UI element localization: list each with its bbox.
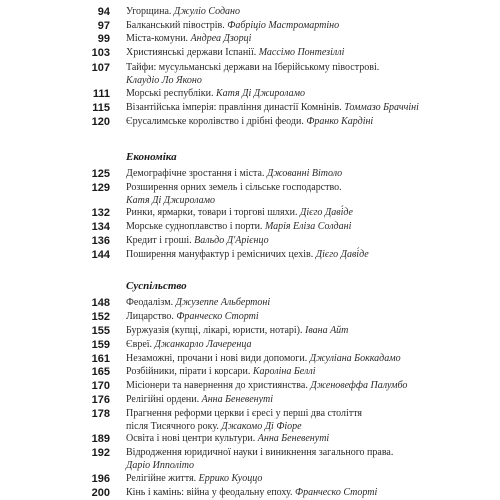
toc-author: Марія Еліза Солдані xyxy=(264,221,352,232)
toc-author: Фабріціо Мастромартіно xyxy=(227,20,340,31)
section-heading: Економіка xyxy=(126,151,177,163)
toc-page-number: 155 xyxy=(91,325,110,337)
toc-author: Анна Беневенуті xyxy=(257,433,330,444)
toc-page-number: 99 xyxy=(97,33,110,45)
toc-author: Джанкарло Лачеренца xyxy=(154,339,252,350)
toc-entry[interactable] xyxy=(0,249,500,261)
toc-entry[interactable] xyxy=(0,380,500,392)
toc-author: Вальдо Д'Арієнцо xyxy=(194,235,269,246)
toc-page-number: 134 xyxy=(91,221,110,233)
toc-entry[interactable] xyxy=(0,207,500,219)
toc-title: Тайфи: мусульманські держави на Іберійському півострові. xyxy=(126,62,380,73)
toc-entry[interactable] xyxy=(0,311,500,323)
toc-entry[interactable] xyxy=(0,88,500,100)
toc-entry[interactable] xyxy=(0,33,500,45)
toc-entry[interactable] xyxy=(0,168,500,180)
toc-title: Єрусалимське королівство і дрібні феоди. xyxy=(126,116,307,127)
toc-author: Андреа Дзорці xyxy=(190,33,252,44)
toc-entry-text xyxy=(126,168,342,180)
toc-title: Угорщина. xyxy=(126,6,174,17)
toc-entry-text xyxy=(126,249,369,261)
toc-title: Поширення мануфактур і ремісничих цехів. xyxy=(126,249,316,260)
toc-author: Кароліна Беллі xyxy=(252,366,316,377)
toc-entry-text xyxy=(126,207,353,219)
toc-title: Міста-комуни. xyxy=(126,33,191,44)
toc-page-number: 125 xyxy=(91,168,110,180)
toc-entry-text xyxy=(126,447,393,459)
toc-entry-text xyxy=(126,366,315,378)
toc-title: Освіта і нові центри культури. xyxy=(126,433,258,444)
toc-title: Релігійне життя. xyxy=(126,473,199,484)
toc-title: Релігійні ордени. xyxy=(126,394,202,405)
toc-title: Відродження юридичної науки і виникнення загального права. xyxy=(126,447,394,458)
toc-author: Томмазо Браччіні xyxy=(344,102,419,113)
toc-page-number: 148 xyxy=(91,297,110,309)
toc-page-number: 200 xyxy=(91,487,110,499)
toc-page-number: 170 xyxy=(91,380,110,392)
toc-entry-text xyxy=(126,116,373,128)
toc-entry-text xyxy=(126,47,344,59)
toc-author: Массімо Понтезіллі xyxy=(258,47,345,58)
toc-entry[interactable] xyxy=(0,433,500,445)
toc-title: Морське судноплавство і порти. xyxy=(126,221,265,232)
toc-author: Еррико Куоццо xyxy=(198,473,263,484)
toc-entry[interactable] xyxy=(0,6,500,18)
toc-title: Феодалізм. xyxy=(126,297,176,308)
toc-entry-text xyxy=(126,297,270,309)
toc-title: Кредит і гроші. xyxy=(126,235,195,246)
toc-entry[interactable] xyxy=(0,487,500,499)
toc-page-number: 144 xyxy=(91,249,110,261)
toc-entry-text xyxy=(126,421,302,433)
toc-title: Християнські держави Іспанії. xyxy=(126,47,259,58)
toc-page-number: 196 xyxy=(91,473,110,485)
toc-entry-text xyxy=(126,408,362,420)
toc-page-number: 120 xyxy=(91,116,110,128)
toc-entry[interactable] xyxy=(0,325,500,337)
toc-title: Євреї. xyxy=(126,339,155,350)
toc-page-number: 129 xyxy=(91,182,110,194)
toc-title: після Тисячного року. xyxy=(126,421,222,432)
toc-page-number: 152 xyxy=(91,311,110,323)
toc-page-number: 132 xyxy=(91,207,110,219)
toc-entry-text xyxy=(126,102,419,114)
toc-entry[interactable] xyxy=(0,20,500,32)
toc-entry-text xyxy=(126,221,351,233)
toc-author: Франческо Сторті xyxy=(295,487,378,498)
toc-page-number: 165 xyxy=(91,366,110,378)
toc-author: Джованні Вітоло xyxy=(266,168,343,179)
toc-entry[interactable] xyxy=(0,221,500,233)
toc-entry[interactable] xyxy=(0,408,500,432)
toc-entry[interactable] xyxy=(0,47,500,59)
toc-author: Джуліана Боккадамо xyxy=(309,353,401,364)
toc-page-number: 107 xyxy=(91,62,110,74)
toc-title: Ринки, ярмарки, товари і торгові шляхи. xyxy=(126,207,300,218)
toc-author: Даріо Ипполіто xyxy=(126,460,194,471)
toc-title: Прагнення реформи церкви і єресі у перші два століття xyxy=(126,408,363,419)
toc-author: Джуліо Содано xyxy=(173,6,241,17)
toc-entry[interactable] xyxy=(0,235,500,247)
toc-author: Клаудіо Ло Яконо xyxy=(126,75,202,86)
toc-author: Анна Беневенуті xyxy=(201,394,274,405)
toc-page-number: 176 xyxy=(91,394,110,406)
toc-entry-text xyxy=(126,473,262,485)
toc-author: Дженовеффа Палумбо xyxy=(310,380,408,391)
toc-title: Лицарство. xyxy=(126,311,177,322)
toc-page-number: 115 xyxy=(92,102,110,114)
toc-page-number: 111 xyxy=(92,88,110,100)
toc-entry[interactable] xyxy=(0,473,500,485)
toc-entry-text xyxy=(126,195,215,207)
toc-entry-text xyxy=(126,182,342,194)
toc-entry-text xyxy=(126,75,202,87)
toc-title: Незаможні, прочани і нові види допомоги. xyxy=(126,353,310,364)
toc-entry-text xyxy=(126,311,259,323)
toc-title: Місіонери та навернення до християнства. xyxy=(126,380,311,391)
toc-page-number: 192 xyxy=(91,447,110,459)
toc-entry-text xyxy=(126,380,407,392)
toc-title: Кінь і камінь: війна у феодальну епоху. xyxy=(126,487,296,498)
toc-author: Джузеппе Альбертоні xyxy=(175,297,271,308)
toc-title: Балканський півострів. xyxy=(126,20,228,31)
toc-entry-text xyxy=(126,353,401,365)
toc-entry-text xyxy=(126,460,194,472)
toc-entry[interactable] xyxy=(0,102,500,114)
toc-entry-text xyxy=(126,339,251,351)
toc-page-number: 161 xyxy=(91,353,110,365)
toc-author: Франческо Сторті xyxy=(176,311,259,322)
toc-author: Івана Айт xyxy=(305,325,349,336)
toc-author: Дієго Даві́де xyxy=(299,207,353,218)
toc-page-number: 94 xyxy=(97,6,110,18)
toc-page-number: 97 xyxy=(97,20,110,32)
toc-title: Розширення орних земель і сільське господарство. xyxy=(126,182,342,193)
toc-page-number: 103 xyxy=(91,47,110,59)
toc-page-number: 136 xyxy=(91,235,110,247)
toc-entry-text xyxy=(126,235,269,247)
toc-entry-text xyxy=(126,487,377,499)
toc-title: Буржуазія (купці, лікарі, юристи, нотарі). xyxy=(126,325,305,336)
toc-entry-text xyxy=(126,33,251,45)
toc-page-number: 178 xyxy=(91,408,110,420)
toc-entry[interactable] xyxy=(0,353,500,365)
toc-entry-text xyxy=(126,325,348,337)
toc-entry-text xyxy=(126,88,305,100)
toc-entry[interactable] xyxy=(0,297,500,309)
toc-entry[interactable] xyxy=(0,116,500,128)
toc-page-number: 159 xyxy=(91,339,110,351)
toc-author: Катя Ді Джироламо xyxy=(126,195,216,206)
toc-entry[interactable] xyxy=(0,339,500,351)
toc-entry-text xyxy=(126,394,273,406)
toc-entry[interactable] xyxy=(0,447,500,471)
toc-author: Катя Ді Джироламо xyxy=(215,88,306,99)
toc-author: Дієго Даві́де xyxy=(315,249,369,260)
toc-entry[interactable] xyxy=(0,182,500,206)
toc-author: Джакомо Ді Фіоре xyxy=(221,421,302,432)
toc-page-number: 189 xyxy=(91,433,110,445)
toc-title: Візантійська імперія: правління династії Комнінів. xyxy=(126,102,345,113)
section-heading: Суспільство xyxy=(126,280,187,292)
toc-entry-text xyxy=(126,6,240,18)
toc-title: Демографічне зростання і міста. xyxy=(126,168,267,179)
toc-entry-text xyxy=(126,20,339,32)
toc-entry-text xyxy=(126,62,379,74)
toc-title: Розбійники, пірати і корсари. xyxy=(126,366,253,377)
toc-entry[interactable] xyxy=(0,366,500,378)
toc-author: Франко Кардіні xyxy=(306,116,374,127)
toc-title: Морські республіки. xyxy=(126,88,216,99)
toc-entry[interactable] xyxy=(0,62,500,86)
toc-entry[interactable] xyxy=(0,394,500,406)
toc-entry-text xyxy=(126,433,329,445)
